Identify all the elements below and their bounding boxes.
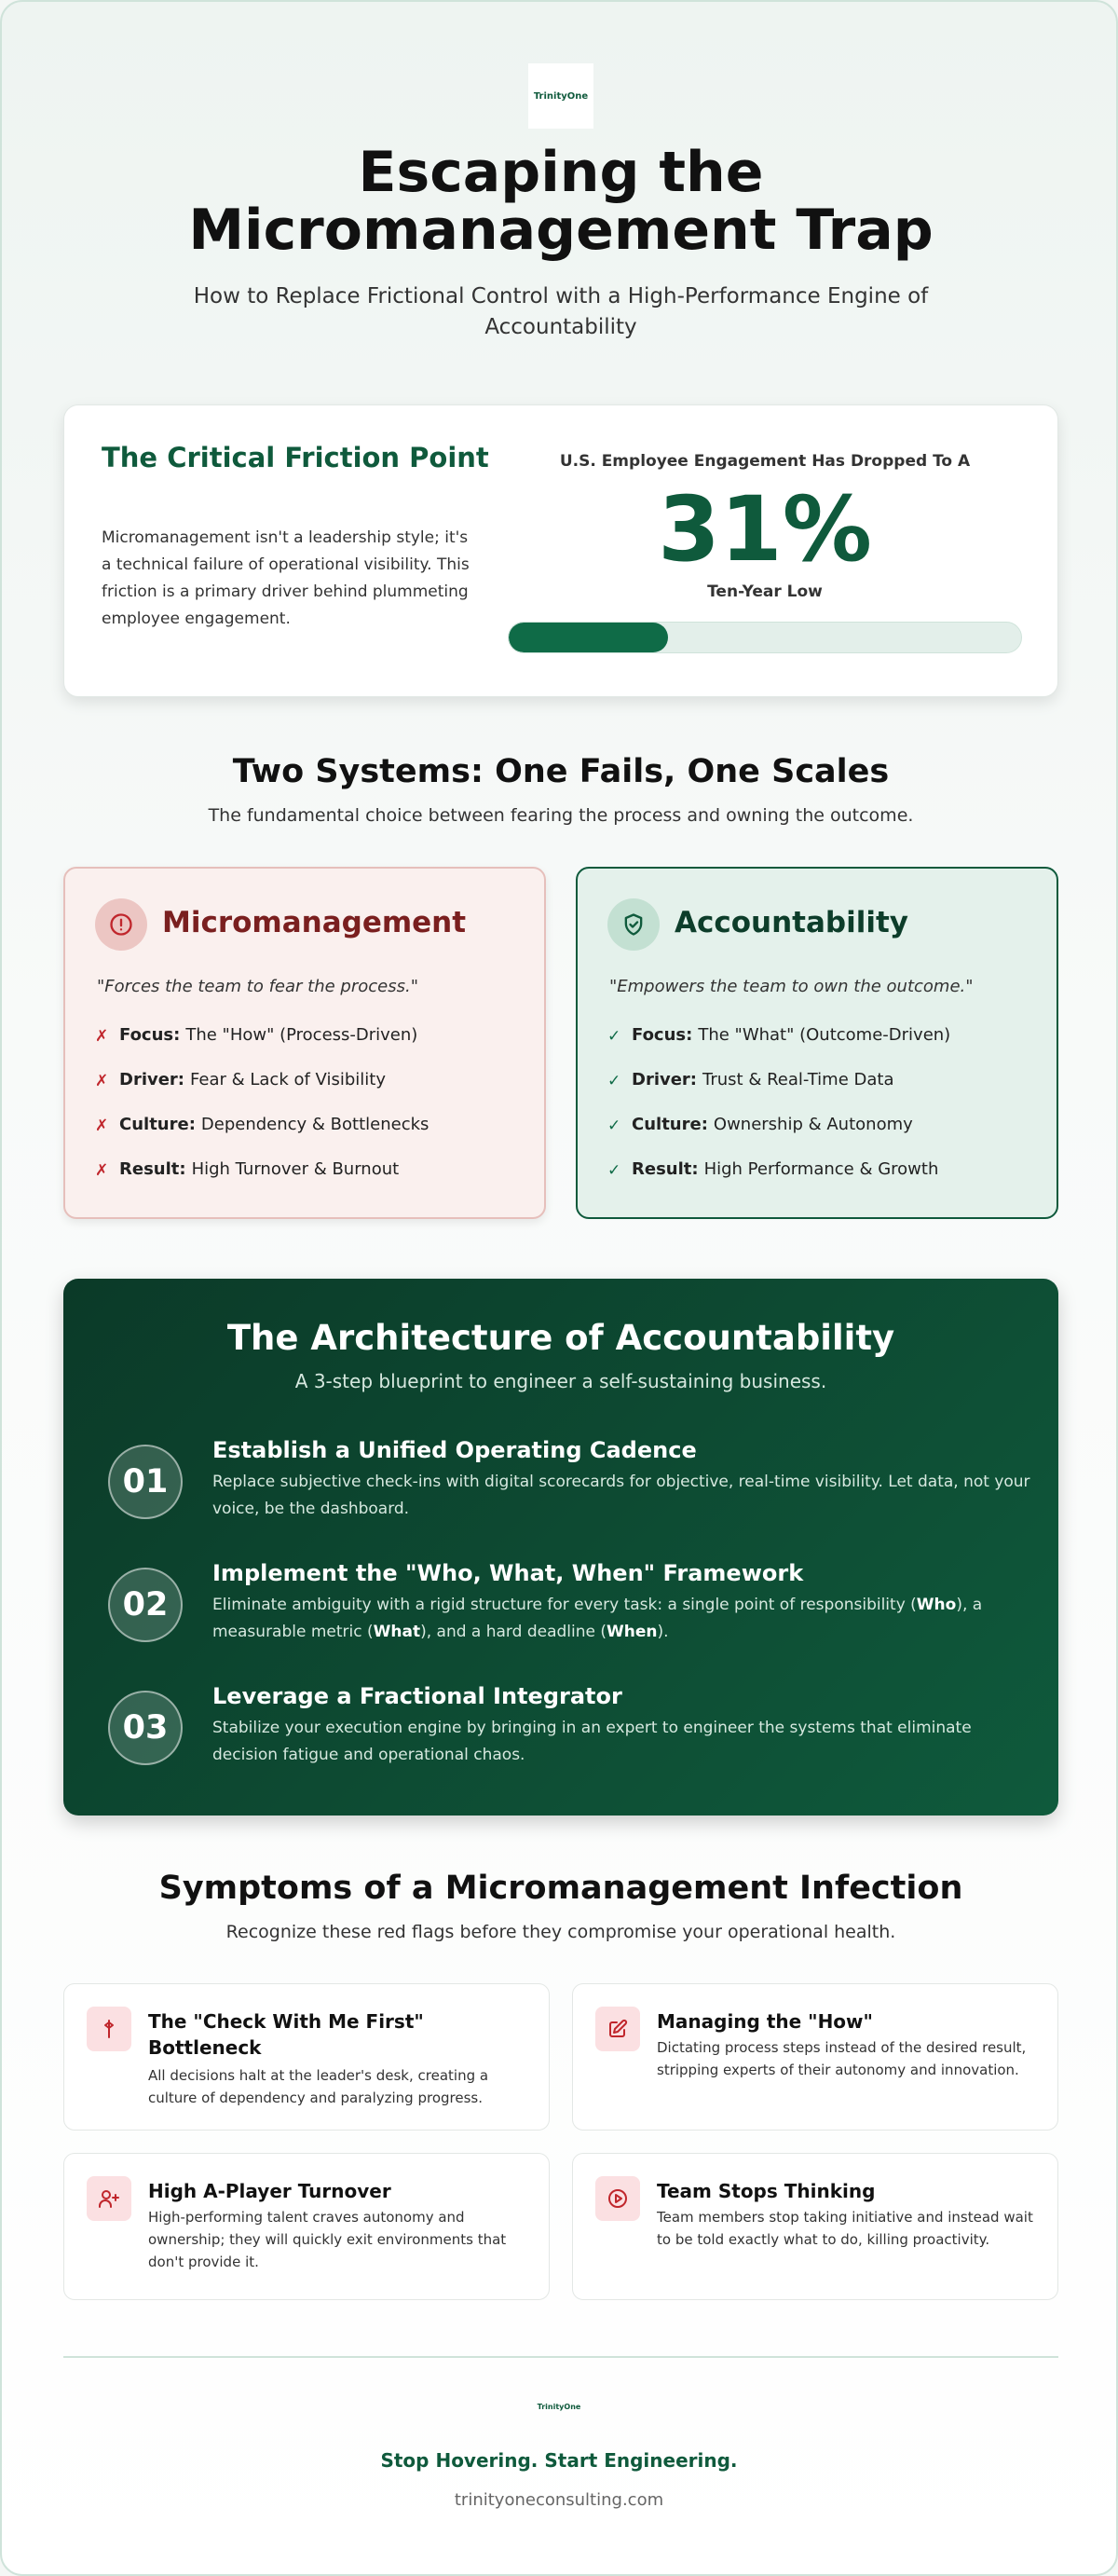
micromanagement-name: Micromanagement bbox=[162, 906, 467, 939]
step-description: Replace subjective check-ins with digital scorecards for objective, real-time visibility. Let data, not your voice, be the dashboard. bbox=[212, 1473, 1030, 1518]
user-plus-icon bbox=[87, 2176, 131, 2221]
step-description: Stabilize your execution engine by bringing in an expert to engineer the systems that eliminate decision fatigue and operational chaos. bbox=[212, 1719, 972, 1764]
symptom-card-stops-thinking bbox=[572, 2153, 1058, 2300]
friction-text: Micromanagement isn't a leadership style; it's a technical failure of operational visibility. This friction is a primary driver behind plummeting employee engagement. bbox=[102, 528, 470, 628]
play-circle-icon bbox=[595, 2176, 640, 2221]
x-mark-icon: ✗ bbox=[95, 1072, 109, 1090]
stat-value: 31% bbox=[658, 477, 872, 582]
brand-logo-text: TrinityOne bbox=[533, 90, 589, 102]
footer-website-link[interactable]: trinityoneconsulting.com bbox=[454, 2490, 664, 2510]
check-mark-icon: ✓ bbox=[607, 1161, 621, 1180]
step-number: 03 bbox=[108, 1691, 183, 1765]
list-item: ✓ Result: High Performance & Growth bbox=[607, 1159, 939, 1180]
symptom-title: The "Check With Me First" Bottleneck bbox=[148, 2010, 424, 2059]
stat-caption: Ten-Year Low bbox=[707, 582, 823, 601]
symptom-card-turnover bbox=[63, 2153, 550, 2300]
list-item: ✓ Focus: The "What" (Outcome-Driven) bbox=[607, 1025, 951, 1046]
architecture-panel bbox=[63, 1279, 1058, 1816]
friction-card bbox=[63, 404, 1058, 697]
signpost-icon bbox=[87, 2007, 131, 2051]
micromanagement-card bbox=[63, 867, 546, 1219]
x-mark-icon: ✗ bbox=[95, 1161, 109, 1180]
symptom-text: High-performing talent craves autonomy and ownership; they will quickly exit environments that don't provide it. bbox=[148, 2209, 507, 2270]
micromanagement-list bbox=[95, 1025, 533, 1204]
accountability-list bbox=[607, 1025, 1045, 1204]
symptom-title: High A-Player Turnover bbox=[148, 2180, 391, 2202]
list-item: ✗ Result: High Turnover & Burnout bbox=[95, 1159, 400, 1180]
footer-logo: TrinityOne bbox=[537, 2403, 581, 2411]
check-mark-icon: ✓ bbox=[607, 1117, 621, 1135]
x-mark-icon: ✗ bbox=[95, 1027, 109, 1046]
page-title: Escaping the Micromanagement Trap bbox=[188, 140, 934, 263]
friction-title: The Critical Friction Point bbox=[102, 442, 489, 473]
accountability-card bbox=[576, 867, 1058, 1219]
symptom-card-bottleneck bbox=[63, 1983, 550, 2131]
symptoms-title: Symptoms of a Micromanagement Infection bbox=[158, 1870, 963, 1907]
x-mark-icon: ✗ bbox=[95, 1117, 109, 1135]
stat-heading: U.S. Employee Engagement Has Dropped To A bbox=[559, 452, 971, 471]
footer-divider bbox=[63, 2356, 1058, 2358]
architecture-title: The Architecture of Accountability bbox=[226, 1318, 895, 1358]
step-title: Establish a Unified Operating Cadence bbox=[212, 1437, 697, 1463]
step-number: 01 bbox=[108, 1445, 183, 1519]
check-mark-icon: ✓ bbox=[607, 1027, 621, 1046]
engagement-progress-fill bbox=[509, 623, 668, 652]
symptom-title: Managing the "How" bbox=[657, 2010, 873, 2033]
list-item: ✗ Culture: Dependency & Bottlenecks bbox=[95, 1115, 429, 1135]
list-item: ✓ Driver: Trust & Real-Time Data bbox=[607, 1070, 894, 1090]
symptom-text: Team members stop taking initiative and instead wait to be told exactly what to do, killing proactivity. bbox=[657, 2209, 1033, 2248]
step-description: Eliminate ambiguity with a rigid structure for every task: a single point of responsibility (Who), a measurable metric (What), and a hard deadline (When). bbox=[212, 1596, 983, 1641]
systems-subtitle: The fundamental choice between fearing the process and owning the outcome. bbox=[208, 805, 914, 826]
list-item: ✗ Driver: Fear & Lack of Visibility bbox=[95, 1070, 386, 1090]
alert-circle-icon bbox=[95, 898, 147, 951]
architecture-subtitle: A 3-step blueprint to engineer a self-sustaining business. bbox=[294, 1370, 827, 1392]
page-subtitle: How to Replace Frictional Control with a High-Performance Engine of Accountability bbox=[193, 284, 929, 339]
step-number: 02 bbox=[108, 1568, 183, 1642]
accountability-quote: "Empowers the team to own the outcome." bbox=[609, 977, 974, 996]
symptoms-subtitle: Recognize these red flags before they compromise your operational health. bbox=[225, 1922, 896, 1942]
brand-logo bbox=[528, 63, 593, 129]
check-mark-icon: ✓ bbox=[607, 1072, 621, 1090]
pencil-square-icon bbox=[595, 2007, 640, 2051]
engagement-progress-bar bbox=[508, 622, 1022, 653]
systems-title: Two Systems: One Fails, One Scales bbox=[232, 753, 890, 790]
step-title: Implement the "Who, What, When" Framework bbox=[212, 1560, 804, 1586]
symptom-title: Team Stops Thinking bbox=[657, 2180, 876, 2202]
accountability-name: Accountability bbox=[675, 906, 909, 939]
list-item: ✗ Focus: The "How" (Process-Driven) bbox=[95, 1025, 418, 1046]
micromanagement-quote: "Forces the team to fear the process." bbox=[97, 977, 418, 996]
symptom-card-managing-how bbox=[572, 1983, 1058, 2131]
footer-cta: Stop Hovering. Start Engineering. bbox=[380, 2449, 738, 2472]
symptom-text: All decisions halt at the leader's desk, creating a culture of dependency and paralyzing progress. bbox=[148, 2067, 489, 2106]
step-title: Leverage a Fractional Integrator bbox=[212, 1683, 622, 1709]
symptom-text: Dictating process steps instead of the desired result, stripping experts of their autonomy and innovation. bbox=[657, 2039, 1027, 2078]
shield-check-icon bbox=[607, 898, 660, 951]
list-item: ✓ Culture: Ownership & Autonomy bbox=[607, 1115, 913, 1135]
